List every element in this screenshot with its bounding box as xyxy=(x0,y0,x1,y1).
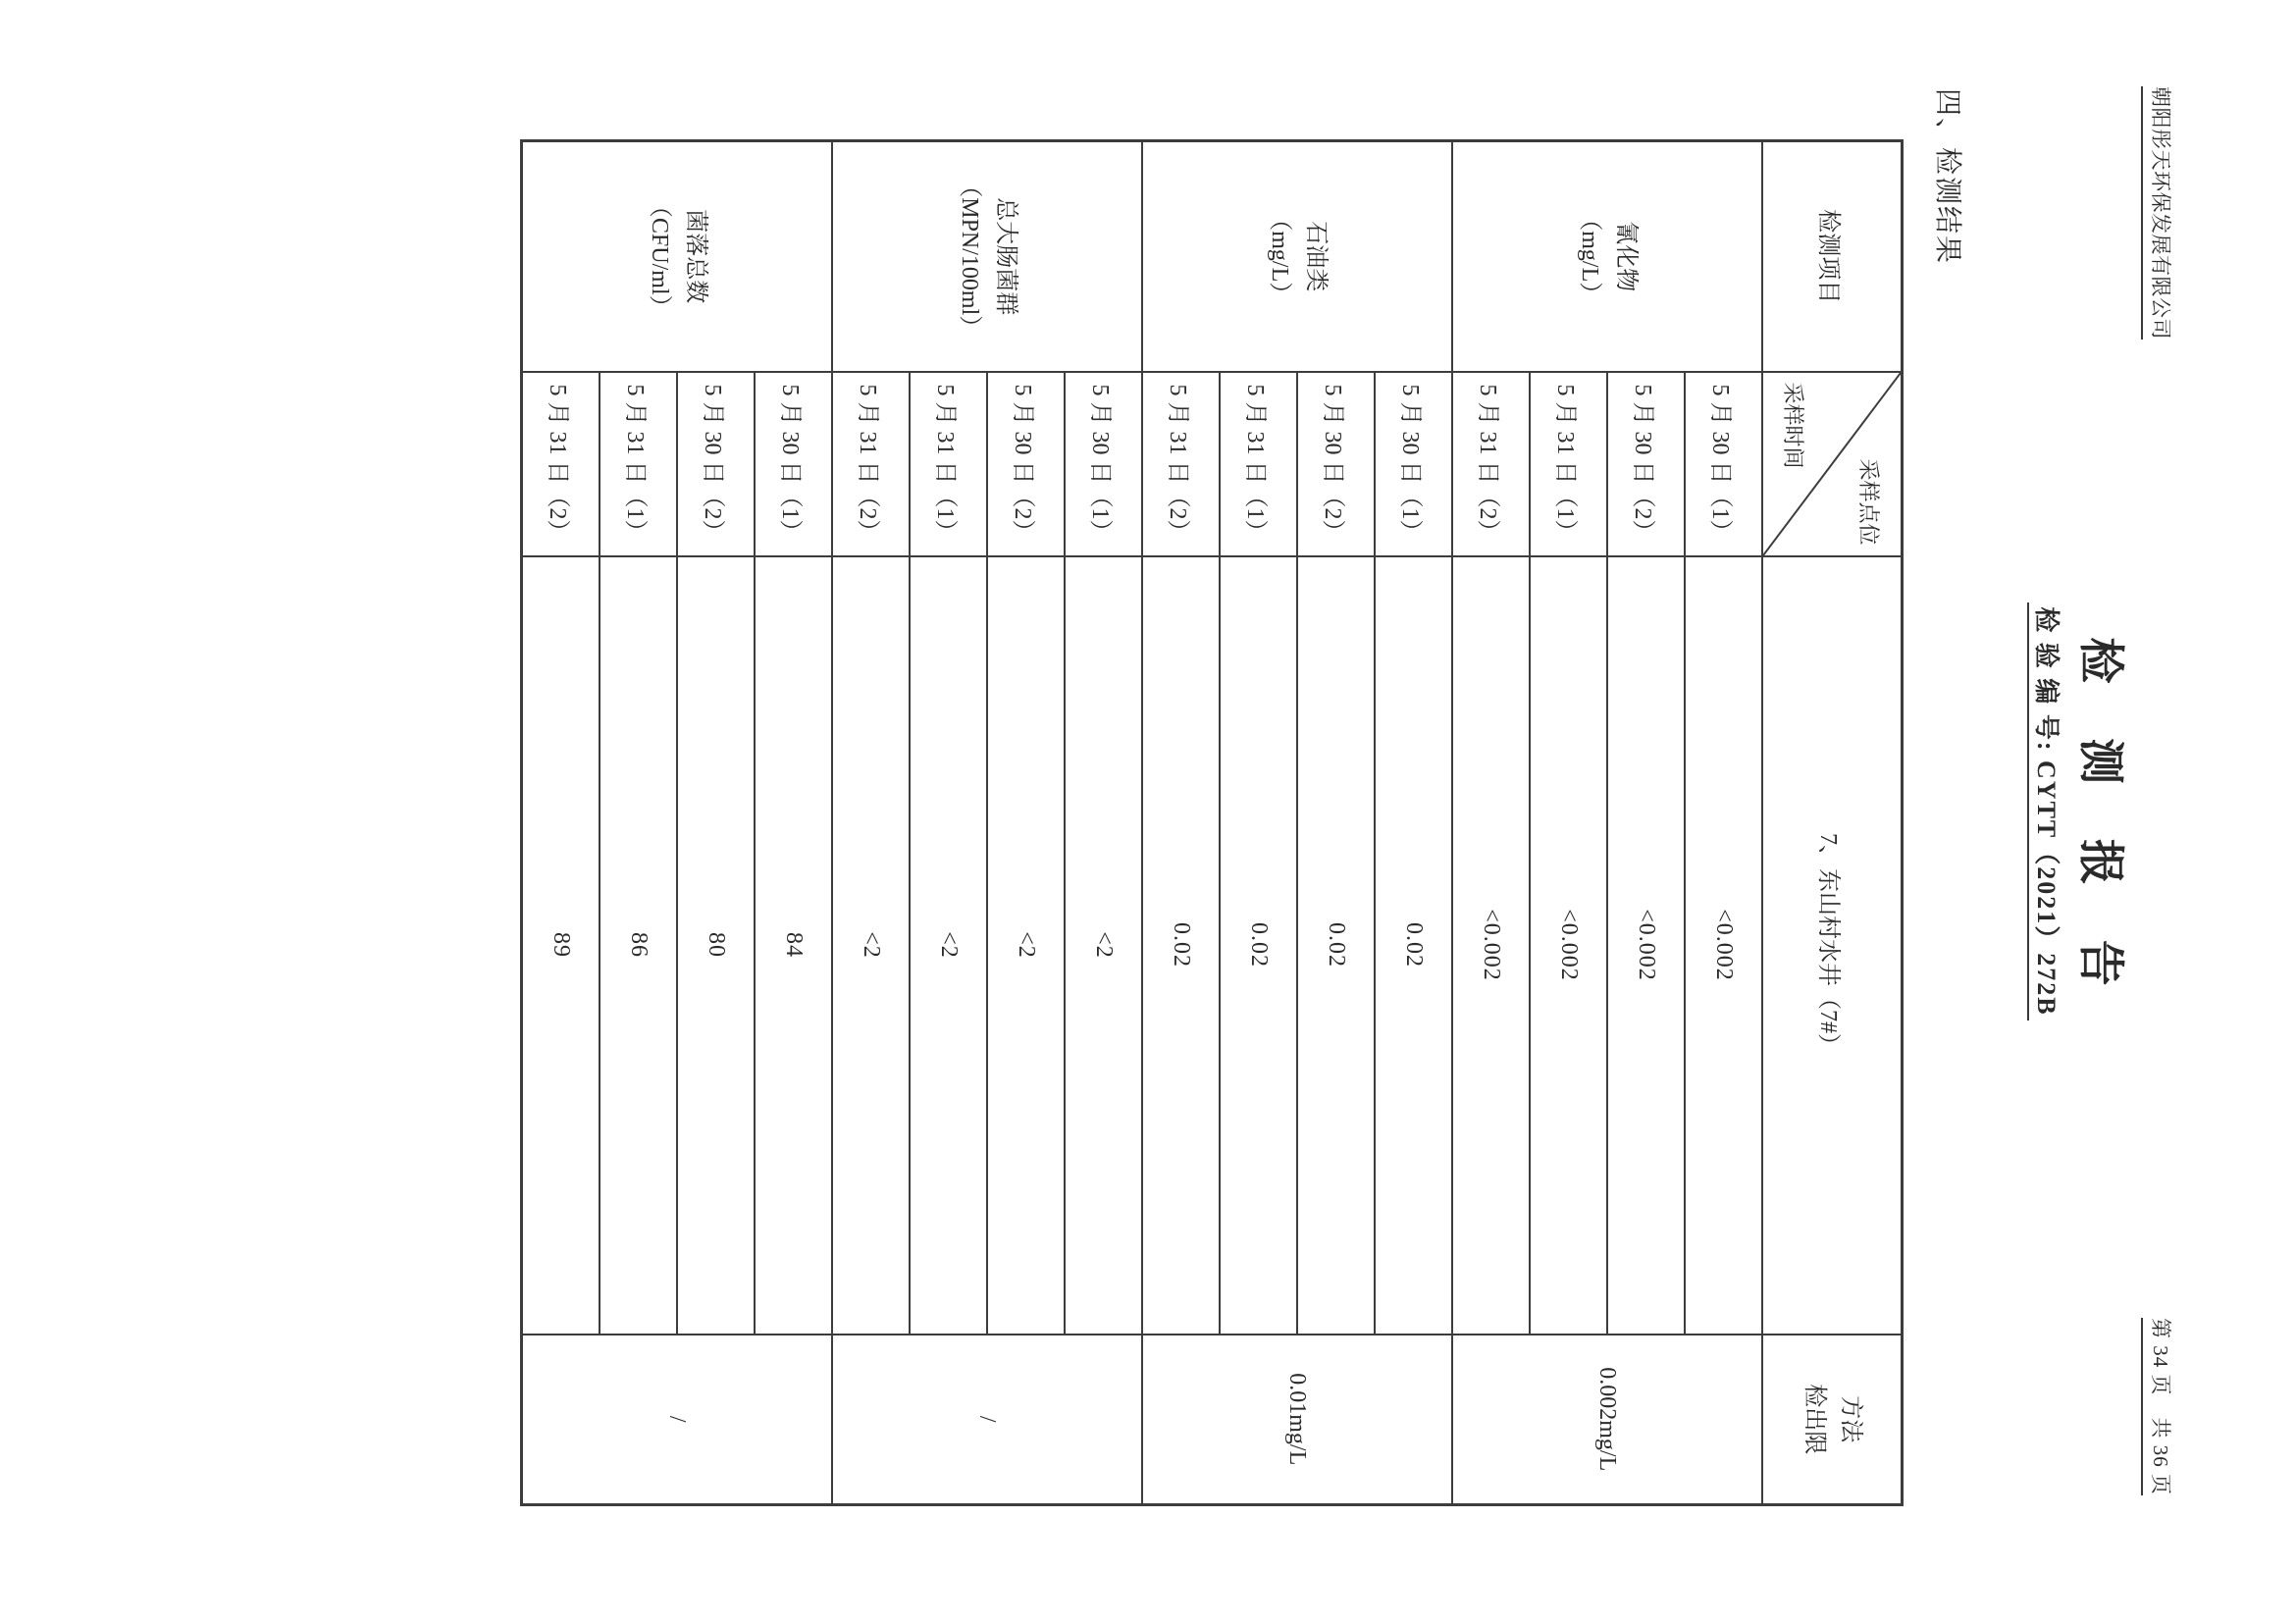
date-cell: 5 月 31 日（1） xyxy=(1530,372,1607,556)
value-cell: <2 xyxy=(987,556,1065,1335)
date-cell: 5 月 31 日（1） xyxy=(600,372,677,556)
date-cell: 5 月 31 日（2） xyxy=(522,372,600,556)
header-diagonal-cell xyxy=(1762,372,1903,556)
date-cell: 5 月 30 日（1） xyxy=(1065,372,1142,556)
item-cell-total-coliforms xyxy=(832,141,1142,372)
date-cell: 5 月 30 日（1） xyxy=(755,372,832,556)
header-sample-point-label: 采样点位 xyxy=(1856,458,1881,546)
company-name: 朝阳彤天环保发展有限公司 xyxy=(2141,86,2176,340)
value-cell: 80 xyxy=(677,556,755,1335)
report-number-line xyxy=(2030,0,2066,1623)
value-cell: <0.002 xyxy=(1452,556,1530,1335)
item-cell-cyanide xyxy=(1452,141,1762,372)
report-title: 检 测 报 告 xyxy=(2074,637,2125,1008)
value-cell: <0.002 xyxy=(1530,556,1607,1335)
table-row xyxy=(755,141,832,1505)
item-name: 氰化物 xyxy=(1613,221,1640,292)
item-unit: （MPN/100ml） xyxy=(957,174,982,340)
item-cell-colony-count xyxy=(522,141,833,372)
value-cell: <0.002 xyxy=(1685,556,1762,1335)
value-cell: 0.02 xyxy=(1297,556,1375,1335)
header-item-col: 检测项目 xyxy=(1762,141,1903,372)
value-cell: <2 xyxy=(1065,556,1142,1335)
date-cell: 5 月 31 日（1） xyxy=(910,372,987,556)
value-cell: <0.002 xyxy=(1607,556,1685,1335)
limit-cell: 0.01mg/L xyxy=(1142,1335,1452,1505)
item-name: 总大肠菌群 xyxy=(993,197,1019,316)
date-cell: 5 月 30 日（1） xyxy=(1685,372,1762,556)
value-cell: 0.02 xyxy=(1142,556,1220,1335)
value-cell: 89 xyxy=(522,556,600,1335)
item-cell-petroleum xyxy=(1142,141,1452,372)
value-cell: <2 xyxy=(910,556,987,1335)
limit-cell: 0.002mg/L xyxy=(1452,1335,1762,1505)
date-cell: 5 月 31 日（1） xyxy=(1220,372,1297,556)
header-method-detection-limit xyxy=(1762,1335,1903,1505)
date-cell: 5 月 30 日（2） xyxy=(1607,372,1685,556)
value-cell: 86 xyxy=(600,556,677,1335)
header-limit-line1: 方法 xyxy=(1838,1395,1864,1443)
value-cell: 84 xyxy=(755,556,832,1335)
item-name: 石油类 xyxy=(1303,221,1330,292)
item-unit: （CFU/ml） xyxy=(647,193,672,319)
item-name: 菌落总数 xyxy=(683,209,709,304)
value-cell: 0.02 xyxy=(1375,556,1452,1335)
page-number-indicator: 第 34 页 共 36 页 xyxy=(2141,1318,2176,1495)
item-unit: （mg/L） xyxy=(1577,207,1602,306)
table-header-row xyxy=(1762,141,1903,1505)
item-unit: （mg/L） xyxy=(1267,207,1292,306)
header-sample-point: 7、东山村水井（7#） xyxy=(1762,556,1903,1335)
value-cell: <2 xyxy=(832,556,910,1335)
date-cell: 5 月 30 日（2） xyxy=(987,372,1065,556)
header-limit-line2: 检出限 xyxy=(1801,1384,1827,1455)
date-cell: 5 月 30 日（2） xyxy=(677,372,755,556)
table-row xyxy=(1065,141,1142,1505)
header-sample-time-label: 采样时间 xyxy=(1781,382,1805,469)
date-cell: 5 月 31 日（2） xyxy=(832,372,910,556)
report-number-text: 检 验 编 号: CYTT（2021）272B xyxy=(2027,602,2061,1020)
limit-cell: / xyxy=(522,1335,833,1505)
date-cell: 5 月 31 日（2） xyxy=(1142,372,1220,556)
date-cell: 5 月 30 日（2） xyxy=(1297,372,1375,556)
limit-cell: / xyxy=(832,1335,1142,1505)
date-cell: 5 月 30 日（1） xyxy=(1375,372,1452,556)
results-table xyxy=(520,139,1904,1506)
table-row xyxy=(1685,141,1762,1505)
table-row xyxy=(1375,141,1452,1505)
date-cell: 5 月 31 日（2） xyxy=(1452,372,1530,556)
value-cell: 0.02 xyxy=(1220,556,1297,1335)
section-heading: 四、检测结果 xyxy=(1932,88,1962,266)
